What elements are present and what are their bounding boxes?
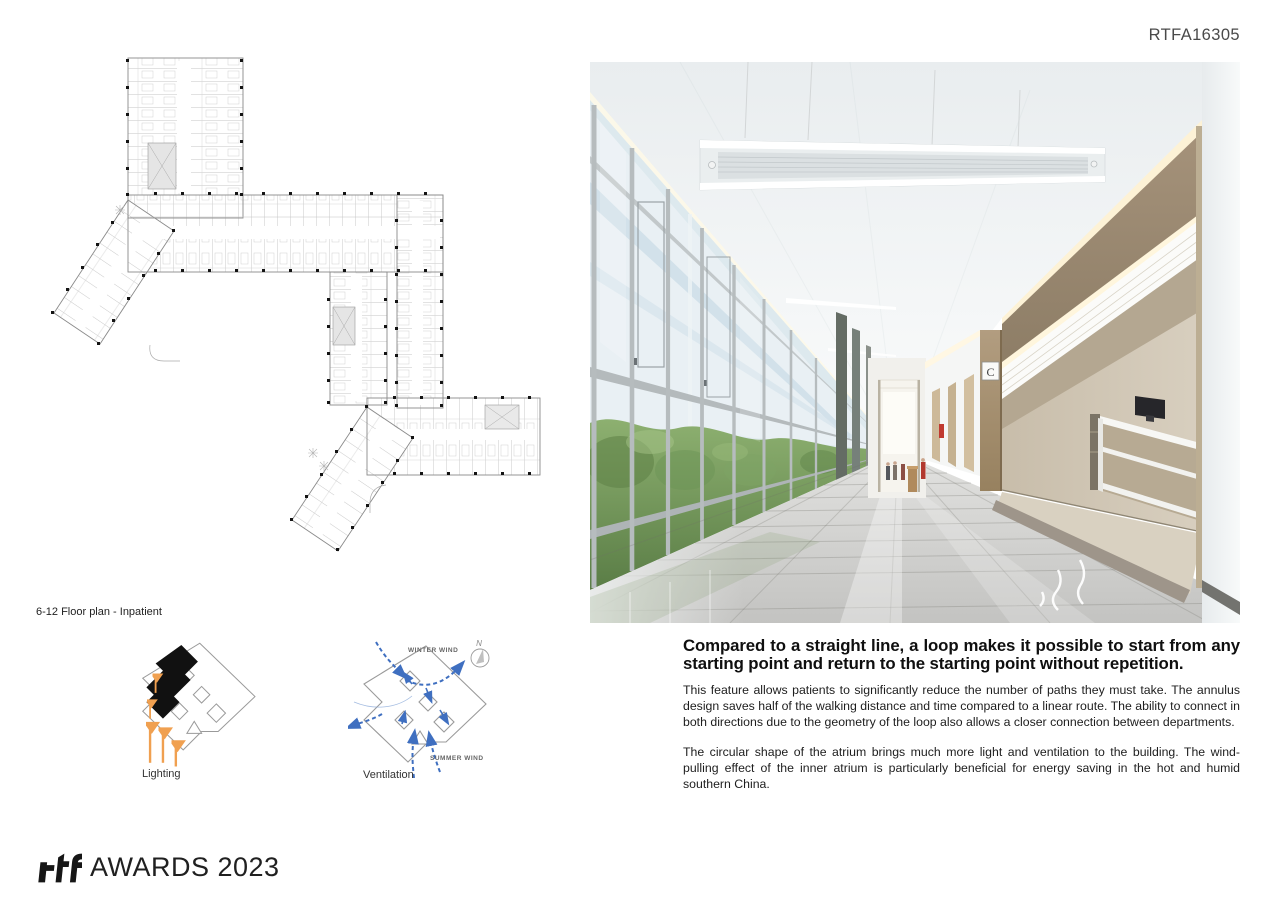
fire-extinguisher: [939, 424, 944, 438]
ceiling-light-fixture: [700, 140, 1105, 190]
ventilation-diagram: [348, 632, 498, 778]
corridor-photo: [590, 62, 1240, 623]
lighting-diagram: [128, 634, 266, 772]
rtf-logo-icon: [36, 849, 82, 885]
compass-n-label: N: [476, 639, 482, 648]
summer-wind-label: SUMMER WIND: [430, 755, 484, 762]
awards-wordmark: AWARDS 2023: [90, 851, 280, 882]
winter-wind-label: WINTER WIND: [408, 647, 459, 654]
footer-logo: [36, 849, 280, 885]
article-paragraph-2: The circular shape of the atrium brings much more light and ventilation to the building. The wind-pulling effect of the inner atrium is particularly beneficial for energy saving in the hot and humid southern China.: [683, 745, 1240, 791]
article-headline: Compared to a straight line, a loop makes it possible to start from any starting point and return to the starting point without repetition.: [683, 636, 1240, 673]
north-compass-icon: [471, 639, 489, 667]
floor-plan-drawing: [30, 55, 575, 600]
article-paragraph-1: This feature allows patients to significantly reduce the number of paths they must take. The annulus design saves half of the walking distance and time compared to a linear route. The ability to connect in both directions due to the geometry of the loop also allows a closer connection between departments.: [683, 683, 1240, 729]
footprint-outline: [364, 646, 486, 762]
lighting-diagram-label: Lighting: [142, 768, 181, 780]
corridor-far-end: [868, 358, 926, 498]
plan-wings: [51, 58, 540, 551]
article: [683, 637, 1240, 808]
near-wall: [1196, 62, 1240, 623]
submission-code: RTFA16305: [1148, 26, 1240, 44]
portal-pillar: [980, 330, 1002, 491]
ventilation-diagram-label: Ventilation: [363, 769, 414, 781]
floor-plan-caption: 6-12 Floor plan - Inpatient: [36, 606, 162, 618]
wayfinding-sign: [982, 362, 999, 380]
sign-letter: C: [986, 365, 995, 379]
